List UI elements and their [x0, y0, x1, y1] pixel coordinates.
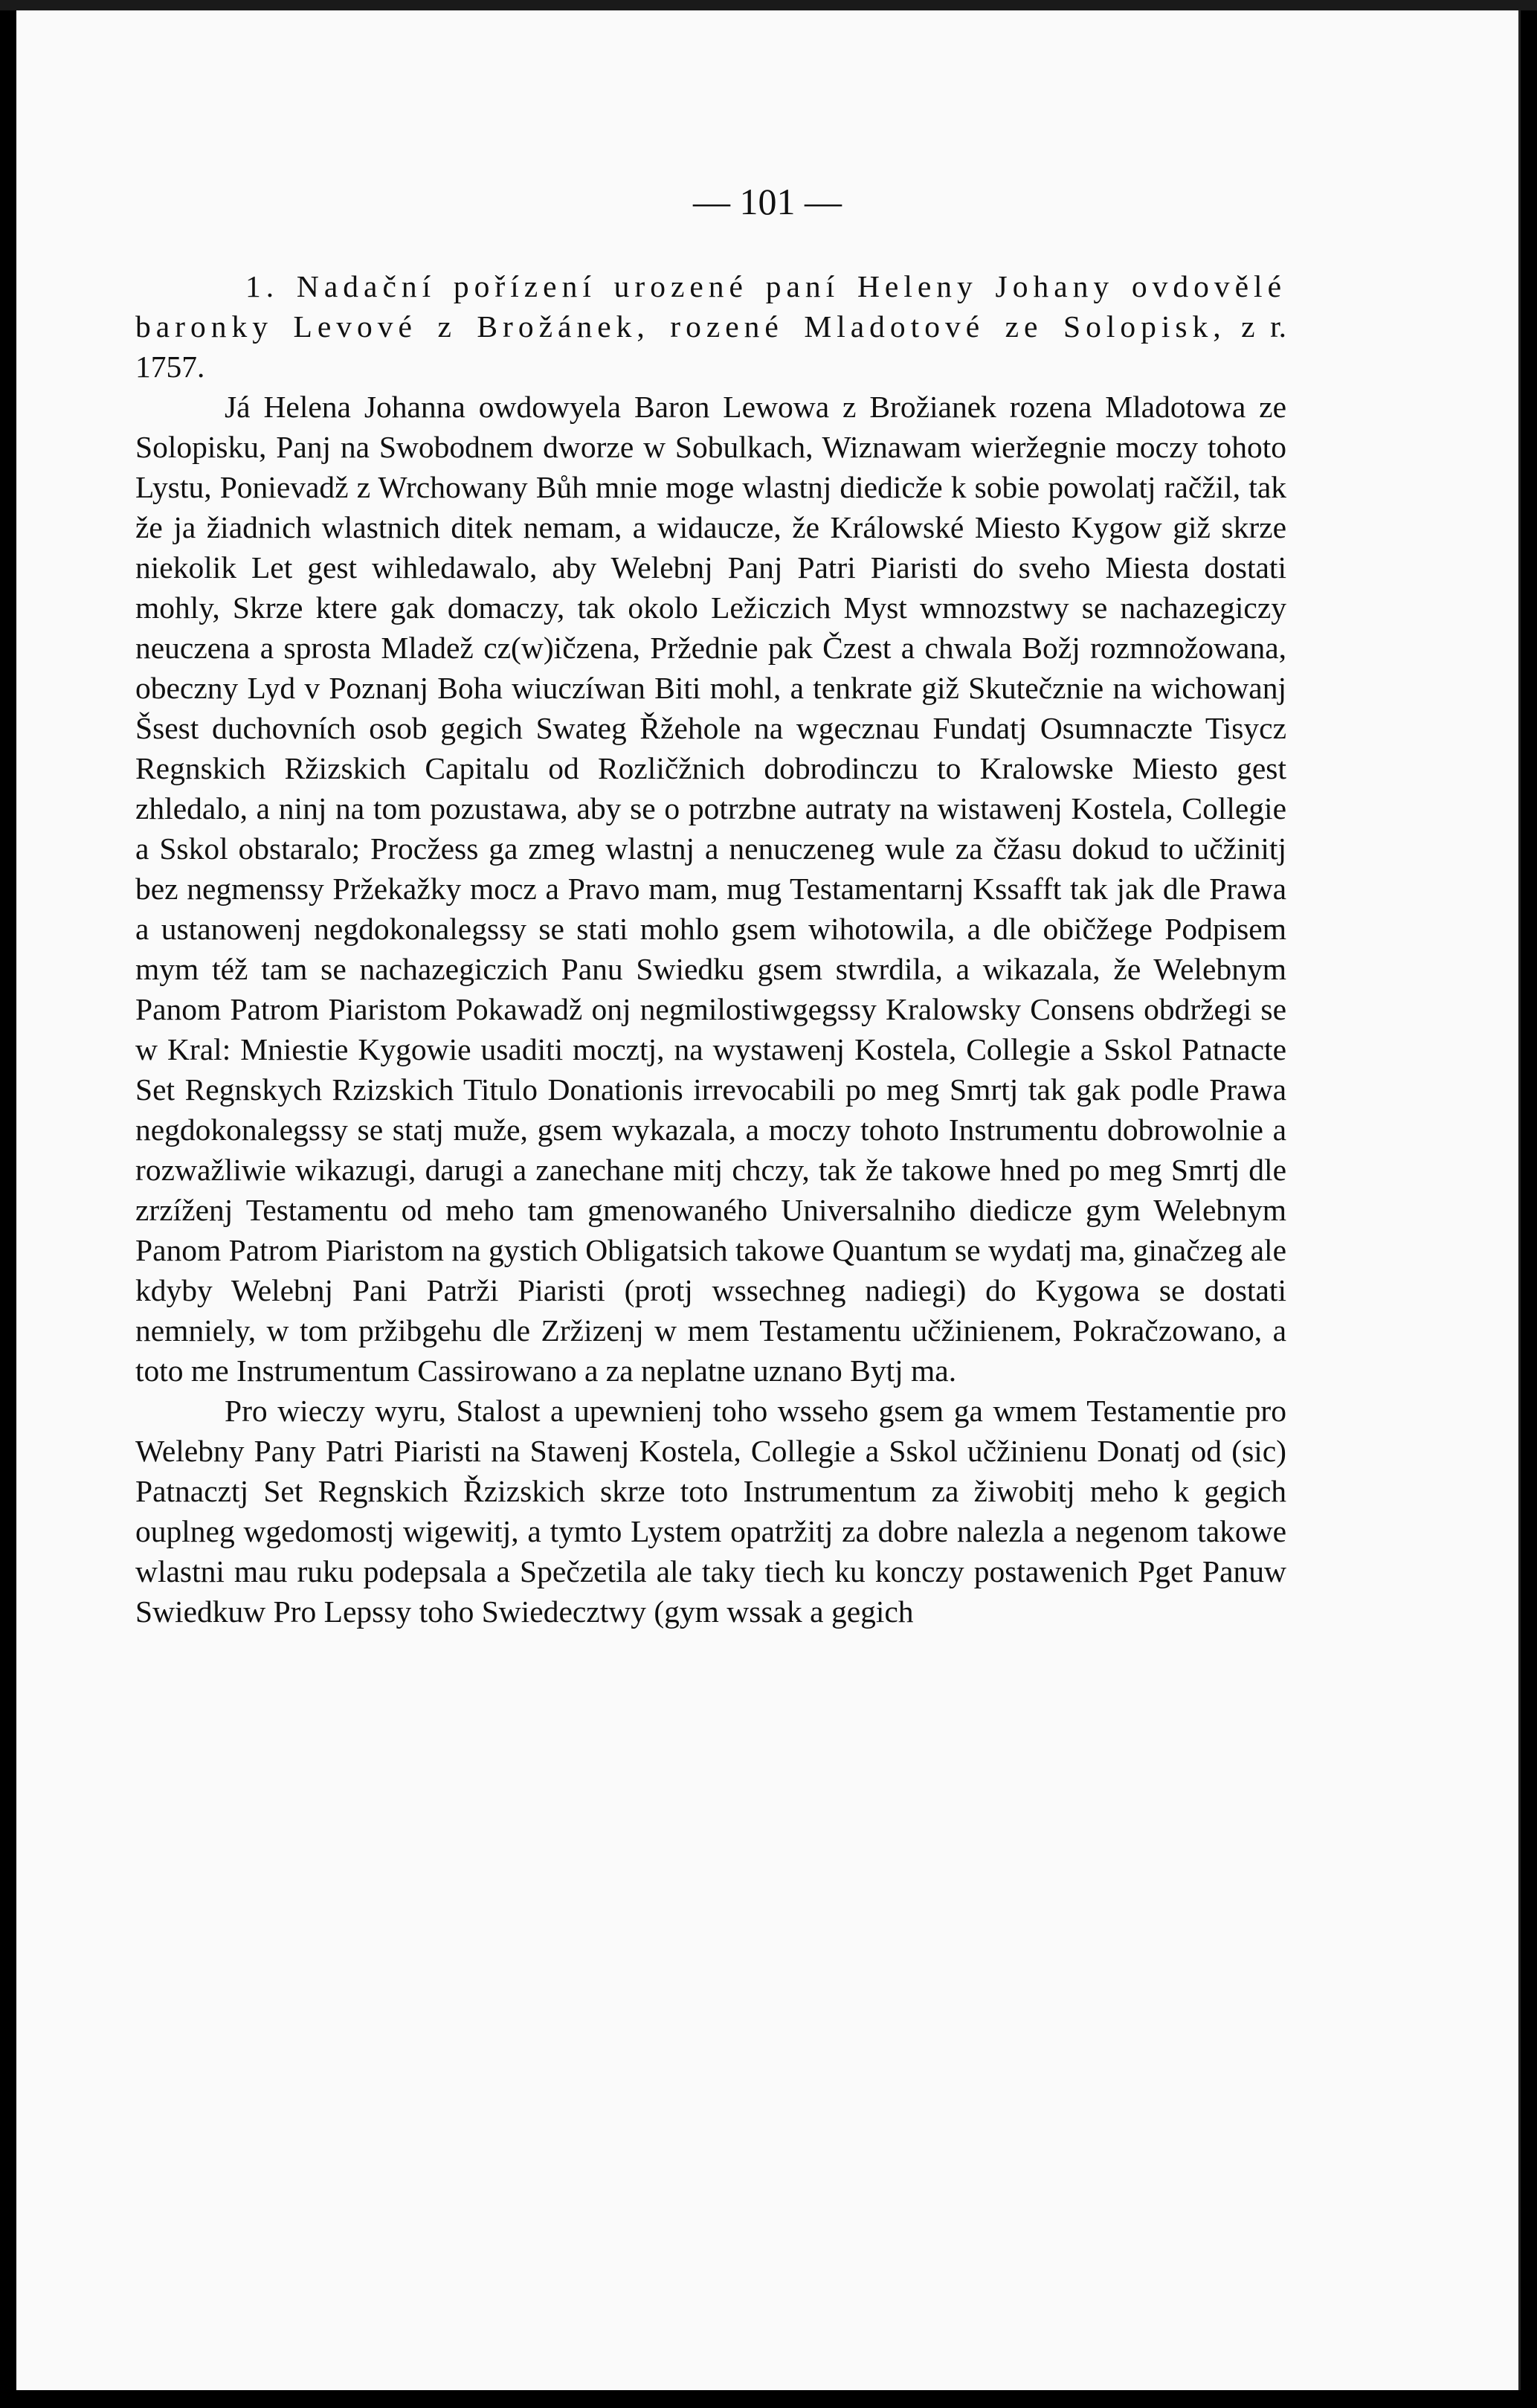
title-text: 1. Nadační pořízení urozené paní Heleny Johany ovdovělé baronky Levové z Brožánek, rozené Mladotové ze Solopisk, [135, 269, 1286, 344]
page-body [135, 266, 1286, 1632]
paragraph-2: Pro wieczy wyru, Stalost a upewnienj toho wsseho gsem ga wmem Testamentie pro Welebny Pany Patri Piaristi na Stawenj Kostela, Collegie a Sskol učžinienu Donatj od (sic) Patnacztj Set Regnskich Řzizskich skrze toto Instrumentum za žiwobitj meho k gegich ouplneg wgedomostj wigewitj, a tymto Lystem opatržitj za dobre nalezla a negenom takowe wlastni mau ruku podepsala a Spečzetila ale taky tiech ku konczy postawenich Pget Panuw Swiedkuw Pro Lepssy toho Swiedecztwy (gym wssak a gegich [135, 1394, 1286, 1629]
book-page [16, 10, 1521, 2390]
document-title [135, 266, 1286, 387]
title-year: z r. 1757. [135, 309, 1287, 384]
scan-border [0, 0, 1537, 10]
paragraph-1: Já Helena Johanna owdowyela Baron Lewowa z Brožianek rozena Mladotowa ze Solopisku, Panj na Swobodnem dworze w Sobulkach, Wiznawam wieržegnie moczy tohoto Lystu, Ponievadž z Wrchowany Bůh mnie moge wlastnj diedicže k sobie powolatj račžil, tak že ja žiadnich wlastnich ditek nemam, a widaucze, že Králowské Miesto Kygow giž skrze niekolik Let gest wihledawalo, aby Welebnj Panj Patri Piaristi do sveho Miesta dostati mohly, Skrze ktere gak domaczy, tak okolo Ležiczich Myst wmnozstwy se nachazegiczy neuczena a sprosta Mladež cz(w)ičzena, Pržednie pak Čzest a chwala Božj rozmnožowana, obeczny Lyd v Poznanj Boha wiuczíwan Biti mohl, a tenkrate giž Skutečznie na wichowanj Šsest duchovních osob gegich Swateg Řžehole na wgecznau Fundatj Osumnaczte Tisycz Regnskich Ržizskich Capitalu od Rozličžnich dobrodinczu to Kralowske Miesto gest zhledalo, a ninj na tom pozustawa, aby se o potrzbne autraty na wistawenj Kostela, Collegie a Sskol obstaralo; Procžess ga zmeg wlastnj a nenuczeneg wule za čžasu dokud to učžinitj bez negmenssy Pržekažky mocz a Pravo mam, mug Testamentarnj Kssafft tak jak dle Prawa a ustanowenj negdokonalegssy se stati mohlo gsem wihotowila, a dle običžege Podpisem mym též tam se nachazegiczich Panu Swiedku gsem stwrdila, a wikazala, že Welebnym Panom Patrom Piaristom Pokawadž onj negmilostiwgegssy Kralowsky Consens obdržegi se w Kral: Mniestie Kygowie usaditi mocztj, na wystawenj Kostela, Collegie a Sskol Patnacte Set Regnskych Rzizskich Titulo Donationis irrevocabili po meg Smrtj tak gak podle Prawa negdokonalegssy se statj muže, gsem wykazala, a moczy tohoto Instrumentu dobrowolnie a rozwažliwie wikazugi, darugi a zanechane mitj chczy, tak že takowe hned po meg Smrtj dle zrzíženj Testamentu od meho tam gmenowaného Universalniho diedicze gym Welebnym Panom Patrom Piaristom na gystich Obligatsich takowe Quantum se wydatj ma, ginačzeg ale kdyby Welebnj Pani Patrži Piaristi (protj wssechneg nadiegi) do Kygowa se dostati nemniely, w tom pržibgehu dle Zržizenj w mem Testamentu učžinienem, Pokračzowano, a toto me Instrumentum Cassirowano a za neplatne uznano Bytj ma. [135, 390, 1286, 1388]
page-number: — 101 — [693, 181, 842, 222]
